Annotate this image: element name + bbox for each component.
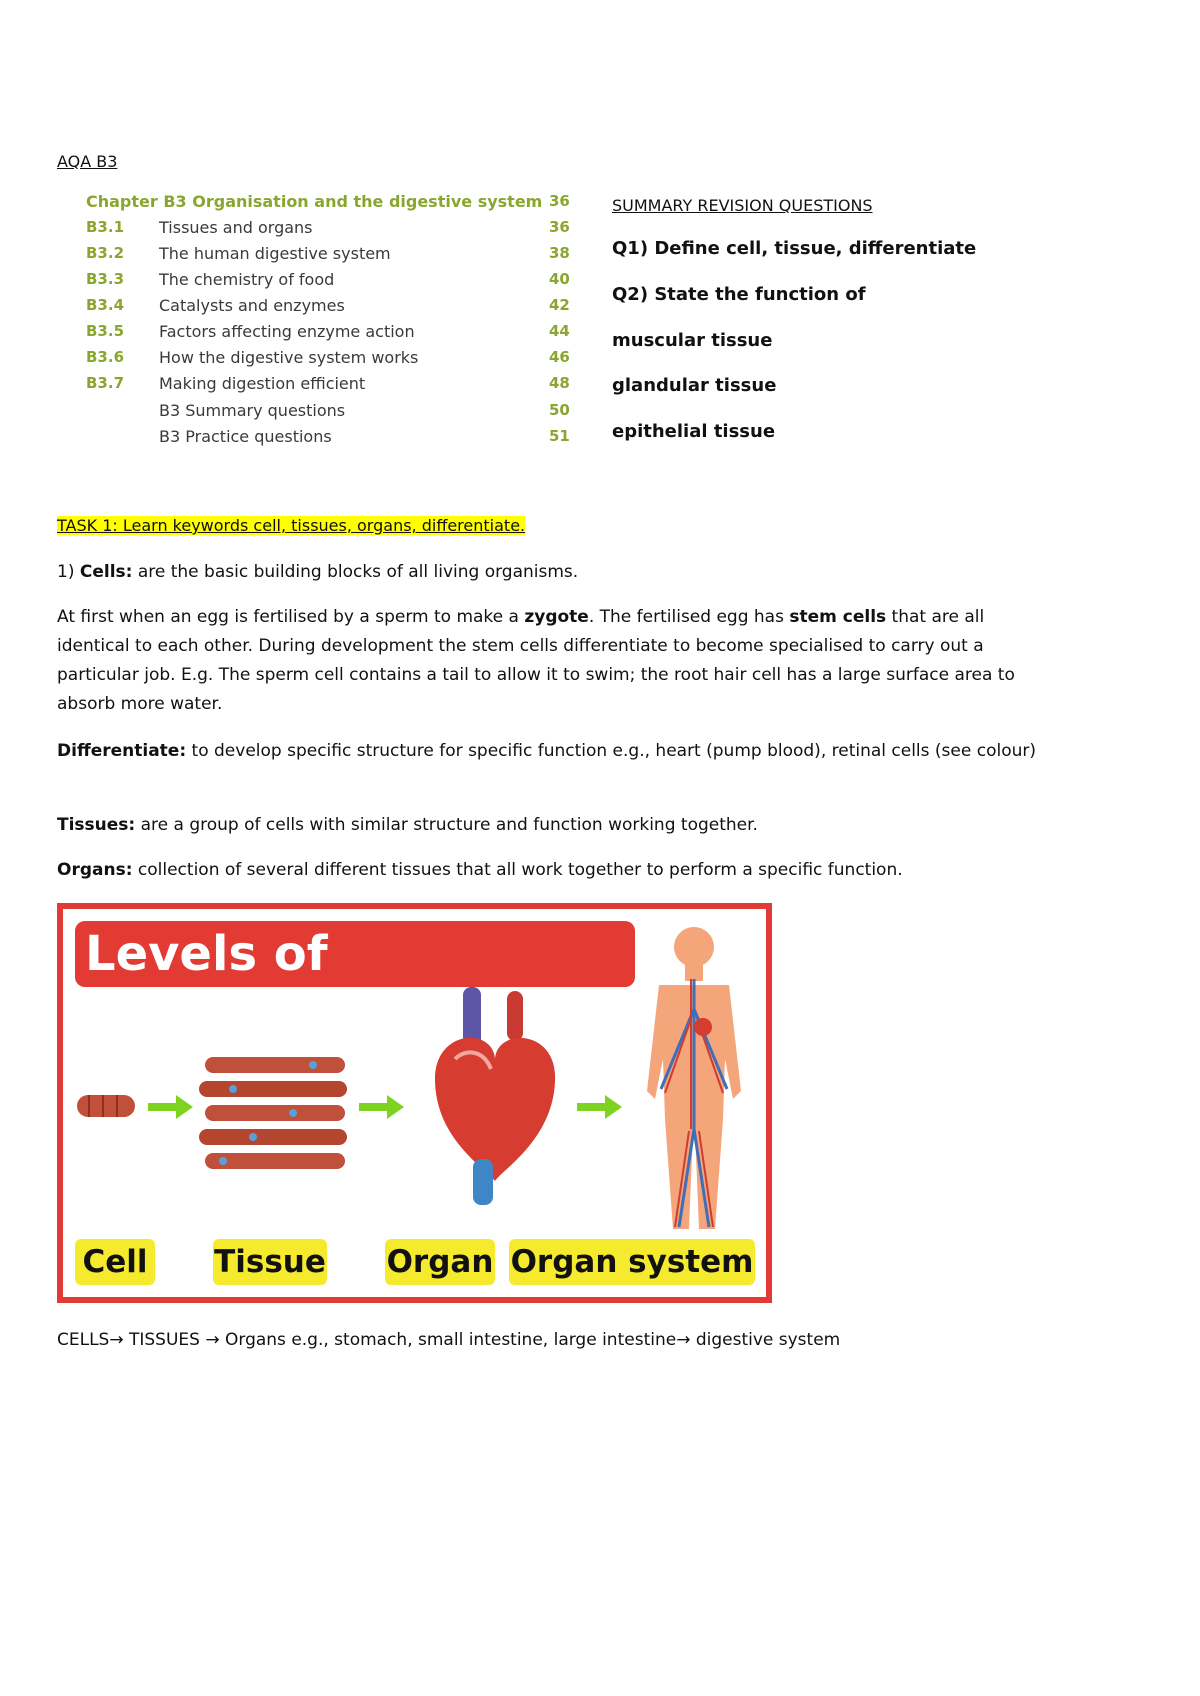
heart-icon [435, 987, 555, 1205]
toc-page: 40 [549, 270, 570, 288]
tissue-item: epithelial tissue [612, 421, 776, 442]
tissue-item: glandular tissue [612, 375, 777, 396]
toc-row [74, 427, 574, 451]
zygote-text-2: . The fertilised egg has [588, 607, 790, 627]
toc-code: B3.3 [86, 270, 125, 288]
tissues-term: Tissues: [57, 815, 136, 835]
differentiate-text: to develop specific structure for specific function e.g., heart (pump blood), retinal cells (see colour) [186, 741, 1036, 761]
muscle-cell-icon [77, 1095, 135, 1117]
toc-row [74, 244, 574, 268]
toc-heading: Chapter B3 Organisation and the digestive system [86, 192, 543, 211]
organs-text: collection of several different tissues that all work together to perform a specific function. [132, 860, 903, 880]
toc-code: B3.2 [86, 244, 125, 262]
cells-text: are the basic building blocks of all living organisms. [132, 562, 579, 582]
document-header: AQA B3 [57, 152, 118, 171]
toc-row [74, 296, 574, 320]
question-1: Q1) Define cell, tissue, differentiate [612, 238, 977, 259]
label-tissue: Tissue [213, 1239, 327, 1285]
question-2: Q2) State the function of [612, 284, 866, 305]
toc-title: Catalysts and enzymes [159, 296, 345, 315]
toc-code: B3.5 [86, 322, 125, 340]
tissue-item: muscular tissue [612, 330, 773, 351]
organisation-summary-line: CELLS→ TISSUES → Organs e.g., stomach, small intestine, large intestine→ digestive system [57, 1330, 841, 1350]
toc-row [74, 374, 574, 398]
toc-title: Factors affecting enzyme action [159, 322, 415, 341]
zygote-term: zygote [524, 607, 589, 627]
summary-heading: SUMMARY REVISION QUESTIONS [612, 196, 873, 215]
organs-definition [57, 856, 1057, 885]
label-organ: Organ [385, 1239, 495, 1285]
table-of-contents [74, 178, 574, 460]
differentiate-term: Differentiate: [57, 741, 187, 761]
arrow-icon [148, 1095, 193, 1119]
figure-title: Levels of organisation [75, 921, 635, 987]
toc-title: The chemistry of food [159, 270, 335, 289]
zygote-paragraph [57, 603, 1057, 719]
toc-page: 42 [549, 296, 570, 314]
toc-title: How the digestive system works [159, 348, 419, 367]
toc-page: 36 [549, 218, 570, 236]
organs-term: Organs: [57, 860, 133, 880]
cells-prefix: 1) [57, 562, 80, 582]
toc-code: B3.7 [86, 374, 125, 392]
muscle-tissue-icon [199, 1057, 347, 1169]
toc-row [74, 401, 574, 425]
stem-cells-term: stem cells [789, 607, 887, 627]
arrow-icon [577, 1095, 622, 1119]
levels-of-organisation-figure [57, 903, 772, 1303]
cells-term: Cells: [79, 562, 133, 582]
label-organ-system: Organ system [509, 1239, 755, 1285]
toc-title: Making digestion efficient [159, 374, 366, 393]
toc-code: B3.1 [86, 218, 125, 236]
toc-row [74, 270, 574, 294]
arrow-icon [359, 1095, 404, 1119]
toc-page: 51 [549, 427, 570, 445]
cells-definition [57, 558, 1057, 587]
label-cell: Cell [75, 1239, 155, 1285]
toc-code: B3.6 [86, 348, 125, 366]
toc-row [74, 348, 574, 372]
toc-code: B3.4 [86, 296, 125, 314]
human-body-icon [647, 927, 741, 1229]
tissues-definition [57, 811, 1057, 840]
toc-row [74, 218, 574, 242]
zygote-text-1: At first when an egg is fertilised by a sperm to make a [57, 607, 525, 627]
toc-title: B3 Summary questions [159, 401, 346, 420]
toc-heading-page: 36 [549, 192, 570, 210]
toc-title: Tissues and organs [159, 218, 313, 237]
toc-page: 38 [549, 244, 570, 262]
toc-title: B3 Practice questions [159, 427, 332, 446]
tissues-text: are a group of cells with similar structure and function working together. [135, 815, 758, 835]
toc-row [74, 322, 574, 346]
toc-page: 48 [549, 374, 570, 392]
toc-heading-row [74, 192, 574, 216]
differentiate-definition [57, 737, 1057, 766]
toc-page: 46 [549, 348, 570, 366]
toc-page: 44 [549, 322, 570, 340]
zygote-text-3: that are all identical to each other. During development the stem cells differentiate to become specialised to carry out a particular job. E.g. The sperm cell contains a tail to allow it to swim; the root hair cell has a large surface area to absorb more water. [57, 607, 1015, 714]
toc-page: 50 [549, 401, 570, 419]
task-heading: TASK 1: Learn keywords cell, tissues, organs, differentiate. [57, 516, 526, 535]
toc-title: The human digestive system [159, 244, 391, 263]
